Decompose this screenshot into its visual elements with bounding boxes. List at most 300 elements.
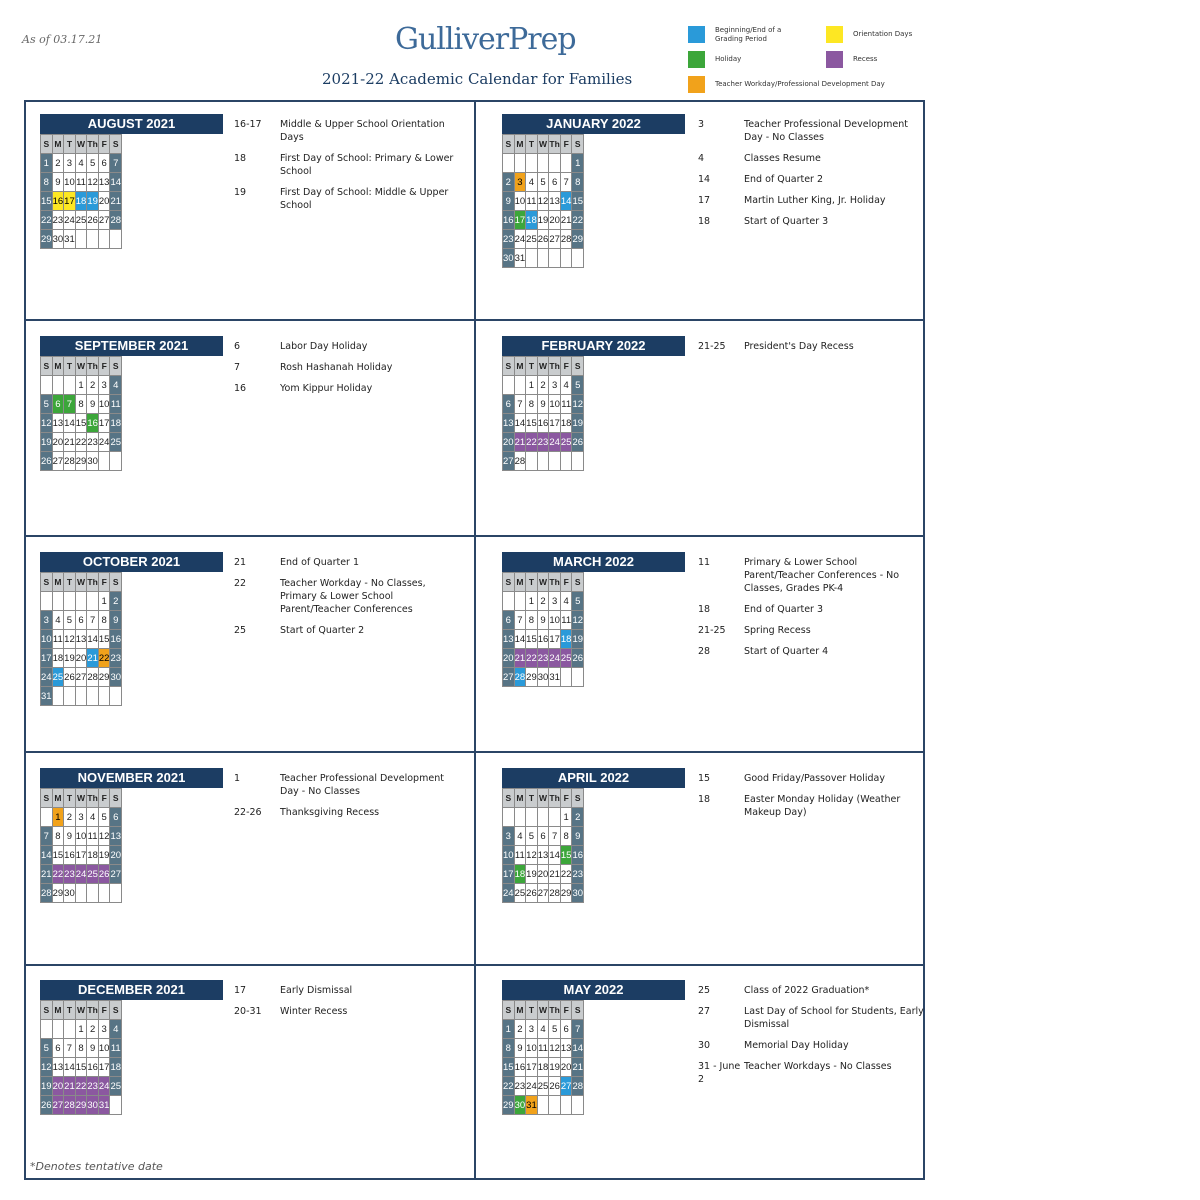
day-cell: 26 <box>98 865 110 884</box>
day-cell <box>110 687 122 706</box>
day-cell: 25 <box>75 211 87 230</box>
weekday-header: S <box>572 789 584 808</box>
event-item <box>234 624 465 637</box>
day-cell: 1 <box>560 808 572 827</box>
event-item <box>234 984 465 997</box>
day-cell: 18 <box>526 211 538 230</box>
day-cell: 27 <box>52 1096 64 1115</box>
day-cell <box>52 592 64 611</box>
event-date: 21-25 <box>698 625 726 636</box>
event-item <box>234 186 465 212</box>
event-item <box>234 1005 465 1018</box>
month-title: FEBRUARY 2022 <box>502 336 685 356</box>
day-cell <box>560 452 572 471</box>
event-date: 18 <box>698 604 711 615</box>
day-cell: 29 <box>572 230 584 249</box>
day-cell: 9 <box>537 395 549 414</box>
page-title: 2021-22 Academic Calendar for Families <box>322 70 633 88</box>
day-cell: 16 <box>537 414 549 433</box>
event-description: Easter Monday Holiday (Weather Makeup Day) <box>744 794 901 818</box>
day-cell: 4 <box>560 376 572 395</box>
day-cell: 30 <box>514 1096 526 1115</box>
event-description: Thanksgiving Recess <box>280 807 380 818</box>
event-date: 27 <box>698 1006 711 1017</box>
weekday-header: S <box>110 789 122 808</box>
day-cell: 14 <box>87 630 99 649</box>
weekday-header: S <box>572 573 584 592</box>
day-cell: 20 <box>560 1058 572 1077</box>
weekday-header: F <box>560 573 572 592</box>
day-cell: 2 <box>537 592 549 611</box>
event-description: Winter Recess <box>280 1006 348 1017</box>
row-divider <box>24 964 925 966</box>
day-cell: 19 <box>98 846 110 865</box>
day-cell: 3 <box>549 592 561 611</box>
weekday-header: S <box>41 789 53 808</box>
day-cell: 29 <box>41 230 53 249</box>
day-cell <box>98 230 110 249</box>
day-cell <box>64 1020 76 1039</box>
event-item <box>234 806 465 819</box>
event-date: 25 <box>698 985 711 996</box>
day-cell: 25 <box>52 668 64 687</box>
day-cell <box>572 668 584 687</box>
day-cell: 29 <box>52 884 64 903</box>
day-cell: 13 <box>560 1039 572 1058</box>
day-cell: 11 <box>75 173 87 192</box>
day-cell: 5 <box>526 827 538 846</box>
day-cell: 1 <box>75 376 87 395</box>
weekday-header: S <box>110 135 122 154</box>
event-item <box>698 624 929 637</box>
weekday-header: M <box>52 135 64 154</box>
day-cell: 14 <box>41 846 53 865</box>
day-cell: 26 <box>41 452 53 471</box>
day-cell <box>87 884 99 903</box>
day-cell: 6 <box>52 395 64 414</box>
day-cell: 12 <box>549 1039 561 1058</box>
month-day-grid <box>502 788 584 903</box>
event-description: Middle & Upper School Orientation Days <box>280 119 445 143</box>
day-cell: 21 <box>549 865 561 884</box>
day-cell: 8 <box>503 1039 515 1058</box>
day-cell: 27 <box>98 211 110 230</box>
day-cell: 21 <box>560 211 572 230</box>
day-cell: 11 <box>87 827 99 846</box>
day-cell: 28 <box>514 452 526 471</box>
weekday-header: S <box>572 357 584 376</box>
day-cell: 15 <box>526 630 538 649</box>
day-cell: 19 <box>572 414 584 433</box>
event-description: Spring Recess <box>744 625 811 636</box>
day-cell: 25 <box>560 649 572 668</box>
day-cell: 21 <box>41 865 53 884</box>
day-cell <box>64 592 76 611</box>
weekday-header: F <box>560 1001 572 1020</box>
day-cell <box>41 376 53 395</box>
day-cell: 24 <box>75 865 87 884</box>
day-cell: 25 <box>87 865 99 884</box>
event-item <box>698 603 929 616</box>
yellow-swatch-icon <box>826 26 843 43</box>
weekday-header: T <box>526 789 538 808</box>
event-item <box>698 645 929 658</box>
day-cell: 25 <box>526 230 538 249</box>
day-cell: 12 <box>572 395 584 414</box>
day-cell: 5 <box>41 395 53 414</box>
day-cell: 15 <box>75 414 87 433</box>
day-cell: 13 <box>52 414 64 433</box>
day-cell: 24 <box>503 884 515 903</box>
weekday-header: M <box>514 573 526 592</box>
day-cell: 10 <box>98 1039 110 1058</box>
day-cell: 19 <box>41 433 53 452</box>
weekday-header: M <box>514 357 526 376</box>
weekday-header: T <box>526 357 538 376</box>
event-description: First Day of School: Primary & Lower School <box>280 153 454 177</box>
legend-label: Teacher Workday/Professional Development Day <box>715 80 885 88</box>
day-cell: 24 <box>514 230 526 249</box>
day-cell: 13 <box>503 414 515 433</box>
event-date: 3 <box>698 119 705 130</box>
day-cell: 9 <box>514 1039 526 1058</box>
weekday-header: S <box>503 789 515 808</box>
day-cell: 6 <box>110 808 122 827</box>
purple-swatch-icon <box>826 51 843 68</box>
legend-item-teacher-workday <box>688 76 940 93</box>
day-cell: 5 <box>87 154 99 173</box>
row-divider <box>24 319 925 321</box>
day-cell: 11 <box>110 1039 122 1058</box>
event-item <box>698 152 929 165</box>
day-cell: 19 <box>41 1077 53 1096</box>
weekday-header: S <box>503 1001 515 1020</box>
day-cell: 28 <box>41 884 53 903</box>
day-cell: 18 <box>514 865 526 884</box>
day-cell: 7 <box>572 1020 584 1039</box>
weekday-header: Th <box>87 357 99 376</box>
day-cell: 26 <box>549 1077 561 1096</box>
event-description: End of Quarter 2 <box>744 174 824 185</box>
day-cell: 2 <box>503 173 515 192</box>
day-cell: 13 <box>503 630 515 649</box>
day-cell: 23 <box>52 211 64 230</box>
day-cell: 16 <box>87 414 99 433</box>
day-cell: 14 <box>572 1039 584 1058</box>
day-cell <box>87 592 99 611</box>
day-cell: 3 <box>526 1020 538 1039</box>
day-cell: 27 <box>549 230 561 249</box>
day-cell: 26 <box>572 433 584 452</box>
day-cell: 31 <box>514 249 526 268</box>
day-cell: 23 <box>537 433 549 452</box>
day-cell: 27 <box>560 1077 572 1096</box>
day-cell: 15 <box>526 414 538 433</box>
weekday-header: S <box>110 1001 122 1020</box>
event-date: 16 <box>234 383 247 394</box>
day-cell: 21 <box>514 649 526 668</box>
day-cell: 8 <box>98 611 110 630</box>
event-description: End of Quarter 1 <box>280 557 360 568</box>
day-cell: 12 <box>537 192 549 211</box>
event-date: 18 <box>234 153 247 164</box>
day-cell: 3 <box>41 611 53 630</box>
day-cell: 22 <box>560 865 572 884</box>
weekday-header: T <box>64 789 76 808</box>
day-cell: 9 <box>64 827 76 846</box>
day-cell: 31 <box>41 687 53 706</box>
event-date: 16-17 <box>234 119 262 130</box>
day-cell: 24 <box>41 668 53 687</box>
day-cell: 8 <box>75 395 87 414</box>
day-cell: 22 <box>526 433 538 452</box>
day-cell: 15 <box>98 630 110 649</box>
weekday-header: Th <box>87 135 99 154</box>
legend-item-grading-period <box>688 26 805 44</box>
month-title: NOVEMBER 2021 <box>40 768 223 788</box>
day-cell: 26 <box>537 230 549 249</box>
day-cell: 13 <box>549 192 561 211</box>
day-cell <box>41 592 53 611</box>
green-swatch-icon <box>688 51 705 68</box>
day-cell <box>537 808 549 827</box>
day-cell: 10 <box>526 1039 538 1058</box>
day-cell <box>537 1096 549 1115</box>
day-cell: 14 <box>560 192 572 211</box>
month-title: MAY 2022 <box>502 980 685 1000</box>
day-cell: 5 <box>64 611 76 630</box>
weekday-header: W <box>75 1001 87 1020</box>
day-cell: 16 <box>87 1058 99 1077</box>
day-cell: 7 <box>549 827 561 846</box>
day-cell: 17 <box>64 192 76 211</box>
month-title: DECEMBER 2021 <box>40 980 223 1000</box>
day-cell: 24 <box>549 649 561 668</box>
event-item <box>234 772 465 798</box>
day-cell: 18 <box>52 649 64 668</box>
day-cell: 22 <box>98 649 110 668</box>
day-cell: 31 <box>549 668 561 687</box>
day-cell: 4 <box>75 154 87 173</box>
weekday-header: S <box>503 573 515 592</box>
day-cell: 29 <box>560 884 572 903</box>
day-cell: 3 <box>503 827 515 846</box>
day-cell: 30 <box>87 452 99 471</box>
day-cell <box>41 1020 53 1039</box>
day-cell: 23 <box>110 649 122 668</box>
event-description: Last Day of School for Students, Early Dismissal <box>744 1006 924 1030</box>
day-cell: 27 <box>110 865 122 884</box>
event-date: 6 <box>234 341 241 352</box>
blue-swatch-icon <box>688 26 705 43</box>
day-cell: 9 <box>572 827 584 846</box>
weekday-header: M <box>514 1001 526 1020</box>
event-item <box>698 340 929 353</box>
day-cell: 7 <box>514 611 526 630</box>
day-cell: 9 <box>87 395 99 414</box>
day-cell: 19 <box>64 649 76 668</box>
day-cell: 27 <box>75 668 87 687</box>
day-cell: 9 <box>503 192 515 211</box>
weekday-header: W <box>75 573 87 592</box>
day-cell: 30 <box>64 884 76 903</box>
day-cell <box>549 452 561 471</box>
day-cell: 18 <box>75 192 87 211</box>
day-cell: 24 <box>98 433 110 452</box>
day-cell <box>98 687 110 706</box>
weekday-header: S <box>41 135 53 154</box>
day-cell: 4 <box>526 173 538 192</box>
event-description: Early Dismissal <box>280 985 353 996</box>
day-cell: 30 <box>503 249 515 268</box>
day-cell: 16 <box>110 630 122 649</box>
day-cell: 17 <box>41 649 53 668</box>
day-cell: 7 <box>64 1039 76 1058</box>
day-cell: 19 <box>572 630 584 649</box>
day-cell: 21 <box>110 192 122 211</box>
day-cell: 5 <box>572 592 584 611</box>
day-cell: 26 <box>64 668 76 687</box>
day-cell: 3 <box>64 154 76 173</box>
day-cell: 23 <box>572 865 584 884</box>
day-cell: 2 <box>87 1020 99 1039</box>
legend-label: Beginning/End of a Grading Period <box>715 26 782 43</box>
day-cell: 24 <box>64 211 76 230</box>
day-cell: 7 <box>87 611 99 630</box>
event-item <box>698 215 929 228</box>
event-description: Good Friday/Passover Holiday <box>744 773 885 784</box>
day-cell: 12 <box>41 1058 53 1077</box>
day-cell: 14 <box>110 173 122 192</box>
event-description: Yom Kippur Holiday <box>280 383 373 394</box>
weekday-header: W <box>537 135 549 154</box>
weekday-header: Th <box>87 573 99 592</box>
day-cell: 20 <box>549 211 561 230</box>
day-cell: 12 <box>98 827 110 846</box>
day-cell: 11 <box>110 395 122 414</box>
day-cell: 26 <box>526 884 538 903</box>
weekday-header: F <box>98 789 110 808</box>
day-cell: 11 <box>537 1039 549 1058</box>
day-cell: 19 <box>87 192 99 211</box>
day-cell: 30 <box>572 884 584 903</box>
day-cell <box>560 249 572 268</box>
as-of-date: As of 03.17.21 <box>22 33 103 46</box>
weekday-header: S <box>41 573 53 592</box>
event-date: 7 <box>234 362 241 373</box>
day-cell <box>514 808 526 827</box>
legend-item-orientation <box>826 26 943 43</box>
weekday-header: M <box>52 357 64 376</box>
day-cell: 11 <box>52 630 64 649</box>
day-cell: 28 <box>87 668 99 687</box>
day-cell: 12 <box>41 414 53 433</box>
day-cell: 10 <box>549 395 561 414</box>
legend-item-holiday <box>688 51 805 68</box>
weekday-header: W <box>537 789 549 808</box>
day-cell: 4 <box>560 592 572 611</box>
weekday-header: M <box>52 573 64 592</box>
event-date: 21-25 <box>698 341 726 352</box>
weekday-header: F <box>560 789 572 808</box>
day-cell: 16 <box>514 1058 526 1077</box>
day-cell: 2 <box>87 376 99 395</box>
weekday-header: Th <box>549 789 561 808</box>
day-cell: 6 <box>560 1020 572 1039</box>
day-cell: 20 <box>52 1077 64 1096</box>
event-date: 18 <box>698 794 711 805</box>
weekday-header: M <box>514 135 526 154</box>
day-cell: 15 <box>75 1058 87 1077</box>
day-cell: 10 <box>98 395 110 414</box>
day-cell <box>526 154 538 173</box>
day-cell: 28 <box>64 452 76 471</box>
event-date: 14 <box>698 174 711 185</box>
day-cell: 9 <box>52 173 64 192</box>
weekday-header: F <box>98 357 110 376</box>
day-cell: 27 <box>503 452 515 471</box>
event-item <box>698 1005 929 1031</box>
weekday-header: S <box>503 135 515 154</box>
day-cell: 29 <box>98 668 110 687</box>
day-cell: 8 <box>526 611 538 630</box>
day-cell: 5 <box>98 808 110 827</box>
day-cell: 3 <box>98 376 110 395</box>
day-cell: 24 <box>526 1077 538 1096</box>
weekday-header: Th <box>549 573 561 592</box>
day-cell: 11 <box>560 395 572 414</box>
event-item <box>698 556 929 595</box>
event-date: 25 <box>234 625 247 636</box>
day-cell <box>503 592 515 611</box>
day-cell <box>110 452 122 471</box>
day-cell: 19 <box>549 1058 561 1077</box>
day-cell: 26 <box>572 649 584 668</box>
event-item <box>234 577 465 616</box>
day-cell <box>549 249 561 268</box>
day-cell: 15 <box>503 1058 515 1077</box>
day-cell: 16 <box>64 846 76 865</box>
day-cell: 15 <box>560 846 572 865</box>
day-cell: 5 <box>537 173 549 192</box>
day-cell: 18 <box>87 846 99 865</box>
day-cell: 3 <box>549 376 561 395</box>
day-cell: 13 <box>52 1058 64 1077</box>
weekday-header: F <box>560 357 572 376</box>
month-title: JANUARY 2022 <box>502 114 685 134</box>
weekday-header: M <box>514 789 526 808</box>
event-description: Class of 2022 Graduation* <box>744 985 870 996</box>
event-description: Teacher Workdays - No Classes <box>744 1061 892 1072</box>
weekday-header: S <box>41 357 53 376</box>
day-cell: 15 <box>572 192 584 211</box>
day-cell: 10 <box>514 192 526 211</box>
event-date: 1 <box>234 773 241 784</box>
day-cell: 21 <box>64 1077 76 1096</box>
day-cell: 18 <box>110 1058 122 1077</box>
event-description: Rosh Hashanah Holiday <box>280 362 393 373</box>
day-cell <box>75 230 87 249</box>
day-cell: 18 <box>560 414 572 433</box>
day-cell: 31 <box>98 1096 110 1115</box>
day-cell: 27 <box>52 452 64 471</box>
day-cell: 2 <box>514 1020 526 1039</box>
event-date: 4 <box>698 153 705 164</box>
day-cell: 2 <box>572 808 584 827</box>
day-cell <box>526 452 538 471</box>
day-cell: 4 <box>52 611 64 630</box>
school-logo: GulliverPrep <box>395 22 576 57</box>
